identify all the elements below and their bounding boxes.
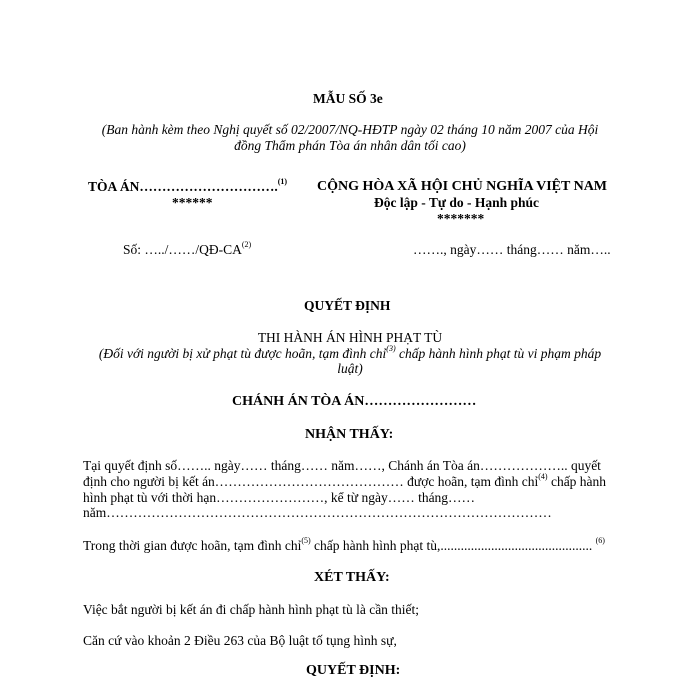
issued-line-2: đồng Thẩm phán Tòa án nhân dân tối cao) [234, 138, 466, 153]
heading-considered: XÉT THẤY: [314, 570, 390, 585]
para-1-line-1: Tại quyết định số…….. ngày…… tháng…… năm……, Chánh án Tòa án……………….. quyết [83, 458, 601, 473]
decision-title: QUYẾT ĐỊNH [304, 298, 391, 313]
decision-scope-line-2: luật) [337, 361, 363, 376]
para-4: Căn cứ vào khoản 2 Điều 263 của Bộ luật tố tụng hình sự, [83, 633, 397, 648]
footnote-ref-1: (1) [277, 177, 288, 186]
number-label: Số: …../……/QĐ-CA [123, 242, 242, 257]
scope-text-b: chấp hành hình phạt tù vi phạm pháp [395, 346, 602, 361]
heading-decides: QUYẾT ĐỊNH: [306, 663, 401, 678]
para-1-line-2-a: định cho người bị kết án…………………………………… được hoãn, tạm đình chỉ [83, 474, 539, 489]
motto-stars: ******* [437, 211, 485, 226]
court-stars: ****** [172, 195, 213, 210]
para-1-line-3: hình phạt tù với thời hạn……………………, kể từ ngày…… tháng…… [83, 490, 476, 505]
heading-noted: NHẬN THẤY: [305, 427, 394, 442]
para-2 [83, 538, 605, 554]
footnote-ref-2: (2) [241, 240, 252, 249]
footnote-ref-3: (3) [386, 344, 396, 353]
scope-text-a: (Đối với người bị xử phạt tù được hoãn, tạm đình chỉ [98, 346, 387, 361]
para-2-text-a: Trong thời gian được hoãn, tạm đình chỉ [83, 538, 302, 553]
footnote-ref-4: (4) [538, 472, 548, 481]
decision-scope [80, 346, 620, 362]
para-2-text-b: chấp hành hình phạt tù,............................................. [310, 538, 593, 553]
issued-line-1: (Ban hành kèm theo Nghị quyết số 02/2007/NQ-HĐTP ngày 02 tháng 10 năm 2007 của Hội [101, 122, 599, 137]
footnote-ref-5: (5) [301, 536, 311, 545]
national-motto: Độc lập - Tự do - Hạnh phúc [374, 195, 540, 210]
para-1-line-2-b: chấp hành [547, 474, 607, 489]
court-header [88, 179, 287, 195]
form-number: MẪU SỐ 3e [313, 91, 383, 106]
decision-subject: THI HÀNH ÁN HÌNH PHẠT TÙ [257, 330, 443, 345]
republic-name: CỘNG HÒA XÃ HỘI CHỦ NGHĨA VIỆT NAM [317, 179, 608, 194]
footnote-ref-6: (6) [595, 536, 605, 545]
para-1-line-4: năm……………………………………………………………………………………… [83, 505, 552, 520]
court-label: TÒA ÁN…………………………. [88, 179, 278, 194]
chief-judge-heading: CHÁNH ÁN TÒA ÁN…………………… [232, 394, 477, 409]
decision-number [123, 242, 251, 258]
para-3: Việc bắt người bị kết án đi chấp hành hình phạt tù là cần thiết; [83, 602, 420, 617]
date-line: ……., ngày…… tháng…… năm….. [413, 242, 611, 257]
para-1-line-2 [83, 474, 606, 490]
